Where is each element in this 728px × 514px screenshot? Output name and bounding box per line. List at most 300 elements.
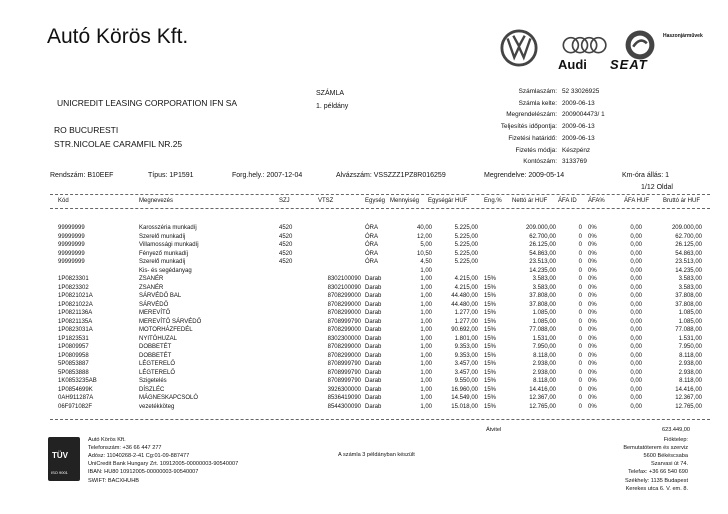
table-cell: 209.000,00 [525,225,556,231]
table-cell: 15% [484,344,497,350]
customer-city: RO BUCURESTI [54,125,119,135]
table-cell: 0% [588,361,597,367]
table-cell: 8708999790 [327,361,361,367]
table-cell: 0% [588,267,597,274]
table-cell: 0 [578,284,582,291]
table-cell: 16.960,00 [451,386,478,393]
table-cell: 0% [588,327,597,333]
table-cell: Darab [365,284,382,291]
carry-value: 623.449,00 [662,427,690,433]
column-header: Megnevezés [139,198,174,204]
table-cell: 12.765,00 [675,403,702,410]
table-cell: 5,00 [420,242,432,248]
table-cell: MEREVÍTŐ SÁRVÉDŐ [139,318,202,325]
footer-left-line: Autó Körös Kft. [88,437,126,443]
column-header: ÁFA ID [558,198,577,204]
customer-street: STR.NICOLAE CARAMFIL NR.25 [54,139,183,149]
table-cell: 2.938,00 [532,369,556,376]
table-cell: 8708299000 [327,293,361,299]
meta-label: Teljesítés időpontja: [500,123,557,131]
table-cell: 0% [588,284,597,291]
table-cell: 0,00 [630,386,642,393]
table-cell: 1,00 [420,318,432,325]
table-cell: 0% [588,225,597,231]
table-cell: vezetékköteg [139,403,175,410]
meta-label: Kontószám: [523,158,557,166]
table-cell: 0 [578,250,582,257]
table-cell: Karosszéria munkadíj [139,225,197,231]
table-cell: Darab [365,344,382,350]
table-cell: 0 [578,395,582,401]
table-cell: MOTORHÁZFEDÉL [139,327,193,333]
table-cell: 8.118,00 [533,378,556,384]
footer-right-line: 5600 Békéscsaba [643,453,688,460]
table-cell: 0% [588,395,597,401]
table-cell: 0 [578,310,582,316]
table-cell: NYITÓHUZAL [139,335,178,342]
table-cell: 1P0854699K [58,386,93,393]
vehicle-megrendelve: Megrendelve: 2009-05-14 [484,172,565,179]
table-cell: 8544300090 [327,403,361,410]
table-cell: 1,00 [420,310,432,316]
seat-wordmark: SEAT [610,57,648,72]
table-cell: DOBBETÉT [139,344,172,350]
table-cell: 0 [578,242,582,248]
table-cell: 15.018,00 [451,403,478,410]
footer-right-line: Telefax: +36 66 540 690 [628,469,688,476]
table-cell: Szerelő munkadíj [139,259,186,265]
table-cell: 1.085,00 [532,310,556,316]
table-cell: 99999999 [58,233,85,240]
table-cell: Darab [365,369,382,376]
footer-left-line: IBAN: HU80 10912005-00000003-90540007 [88,469,199,476]
table-cell: 8.118,00 [679,352,702,359]
table-cell: ÓRA [365,233,379,240]
table-cell: 0,00 [630,395,642,401]
meta-value: 2009-06-13 [562,134,595,142]
table-cell: 2.938,00 [532,361,556,367]
table-cell: 99999999 [58,242,85,248]
table-cell: 0,00 [630,403,642,410]
table-cell: 1,00 [420,403,432,410]
vehicle-km-ora: Km-óra állás: 1 [622,172,670,179]
table-cell: 8.118,00 [533,352,556,359]
table-cell: 77.088,00 [675,327,702,333]
table-cell: ZSANÉR [139,276,164,282]
table-cell: 15% [484,361,497,367]
table-cell: 15% [484,369,497,376]
table-cell: 0 [578,327,582,333]
table-cell: 5.225,00 [454,242,478,248]
table-cell: 7.950,00 [678,344,702,350]
table-cell: 3.457,00 [454,361,478,367]
meta-label: Fizetés módja: [515,146,557,154]
table-cell: 15% [484,352,497,359]
table-cell: 0,00 [630,233,642,240]
table-cell: Darab [365,327,382,333]
table-cell: Darab [365,310,382,316]
vehicle-forg-hely: Forg.hely.: 2007-12-04 [232,172,303,179]
table-cell: 23.513,00 [529,259,556,265]
table-cell: 0,00 [630,318,642,325]
table-cell: Darab [365,386,382,393]
table-cell: 99999999 [58,259,85,265]
table-cell: Darab [365,395,382,401]
table-cell: ÓRA [365,225,379,231]
table-cell: LÉGTERELŐ [139,361,176,367]
table-cell: 8708299000 [327,344,361,350]
table-cell: 54.863,00 [529,250,556,257]
table-cell: ÓRA [365,242,379,248]
table-cell: 15% [484,378,497,384]
table-cell: 0,00 [630,225,642,231]
table-cell: 1,00 [420,267,432,274]
table-cell: 3.583,00 [678,284,702,291]
table-cell: 4,50 [420,259,432,265]
table-cell: 4.215,00 [454,276,478,282]
table-cell: Darab [365,293,382,299]
table-cell: 1,00 [420,327,432,333]
footer-left-line: Telefonszám: +36 66 447 277 [88,445,162,452]
table-cell: 15% [484,293,497,299]
table-cell: 5P0853888 [58,369,89,376]
meta-label: Számlaszám: [518,88,557,95]
table-cell: 0% [588,369,597,376]
table-cell: 0 [578,403,582,410]
table-cell: 1P0821136A [58,310,93,316]
column-header: Mennyiség [390,198,420,204]
table-cell: 15% [484,327,497,333]
table-cell: 0% [588,344,597,350]
meta-label: Számla kelte: [518,99,557,107]
document-type: SZÁMLA [316,90,345,97]
table-cell: 1,00 [420,361,432,367]
page-number: 1/12 Oldal [641,184,673,191]
table-cell: 3926300000 [327,386,361,393]
table-cell: 15% [484,301,497,308]
table-cell: 0 [578,318,582,325]
footer-right-line: Fióktelep: [663,437,688,443]
table-cell: 5P0853887 [58,361,89,367]
company-title: Autó Körös Kft. [47,25,189,48]
table-cell: 1P0821135A [58,318,93,325]
table-cell: Darab [365,361,382,367]
header-top-rule [50,194,710,195]
table-cell: 1P0809958 [58,352,89,359]
table-cell: 1.277,00 [454,310,478,316]
table-cell: 0,00 [630,310,642,316]
table-cell: 0% [588,242,597,248]
table-cell: 14.235,00 [529,267,556,274]
table-cell: 0,00 [630,352,642,359]
table-cell: 0 [578,361,582,367]
footer-left-line: UniCredit Bank Hungary Zrt. 10912005-00000003-90540007 [88,461,239,468]
table-cell: 15% [484,395,497,401]
carry-label: Átvitel [486,427,502,433]
table-cell: 15% [484,335,497,342]
table-cell: 0% [588,310,597,316]
table-cell: 06F971082F [58,403,93,410]
table-cell: 8302300000 [327,335,361,342]
header-bottom-rule [50,208,710,209]
table-cell: 1,00 [420,378,432,384]
table-cell: 1P0823302 [58,284,89,291]
volkswagen-logo-icon [500,29,538,67]
table-cell: 0% [588,318,597,325]
table-cell: 14.416,00 [675,386,702,393]
table-cell: 15% [484,318,497,325]
table-cell: 3.583,00 [532,276,556,282]
table-cell: MEREVÍTŐ [139,310,171,316]
footer-copies-note: A számla 3 példányban készült [338,452,415,458]
table-cell: 1P0823301 [58,276,89,282]
table-cell: 0,00 [630,267,642,274]
table-cell: 14.235,00 [675,267,702,274]
meta-label: Fizetési határidő: [508,134,557,142]
table-cell: DOBBETÉT [139,352,172,359]
table-cell: 0,00 [630,242,642,248]
table-cell: 5.225,00 [454,250,478,257]
table-cell: 1,00 [420,284,432,291]
table-cell: 26.125,00 [675,242,702,248]
table-cell: 0% [588,301,597,308]
table-cell: Darab [365,378,382,384]
meta-value: 52 33026925 [562,88,600,95]
table-cell: 14.549,00 [451,395,478,401]
table-cell: 209.000,00 [671,225,702,231]
table-cell: 44.480,00 [451,301,478,308]
table-cell: 0 [578,301,582,308]
table-cell: 4520 [279,225,293,231]
table-cell: 4520 [279,250,293,257]
table-cell: 1.085,00 [532,318,556,325]
table-cell: 0% [588,386,597,393]
table-cell: 0 [578,335,582,342]
table-cell: 3.583,00 [678,276,702,282]
table-cell: 1,00 [420,344,432,350]
table-cell: ÓRA [365,259,379,265]
table-cell: 44.480,00 [451,293,478,299]
table-cell: MÁGNESKAPCSOLÓ [139,395,199,401]
table-cell: 1.085,00 [678,318,702,325]
table-cell: 8708999790 [327,318,361,325]
table-cell: 2.938,00 [678,361,702,367]
table-cell: 1,00 [420,293,432,299]
table-cell: 0% [588,335,597,342]
table-cell: 0,00 [630,276,642,282]
table-cell: 0 [578,344,582,350]
table-cell: 99999999 [58,225,85,231]
table-cell: 1K0853235AB [58,378,97,384]
meta-value: 2009004473/ 1 [562,111,605,119]
table-cell: 5.225,00 [454,233,478,240]
column-header: Nettó ár HUF [512,198,548,204]
table-cell: 0 [578,276,582,282]
table-cell: 15% [484,276,497,282]
table-cell: 23.513,00 [675,259,702,265]
footer-left-line: Adósz: 11040268-2-41 Cg:01-09-887477 [88,453,190,460]
table-cell: 0% [588,250,597,257]
meta-value: Készpénz [562,146,591,154]
table-cell: Darab [365,301,382,308]
column-header: VTSZ [318,198,334,204]
table-cell: 0% [588,293,597,299]
table-cell: 0% [588,352,597,359]
column-header: Bruttó ár HUF [663,198,701,204]
table-cell: 1,00 [420,301,432,308]
vehicle-alvazszam: Alvázszám: VSSZZZ1PZ8R016259 [336,172,446,179]
footer-right-line: Szarvasi út 74. [651,461,688,468]
table-cell: 0,00 [630,369,642,376]
table-cell: 0,00 [630,301,642,308]
table-cell: 77.088,00 [529,327,556,333]
table-cell: 37.808,00 [675,301,702,308]
table-cell: 37.808,00 [529,301,556,308]
table-cell: Darab [365,352,382,359]
table-cell: 0,00 [630,259,642,265]
table-cell: 1.801,00 [454,335,478,342]
table-cell: ZSANÉR [139,284,164,291]
table-cell: Darab [365,318,382,325]
table-cell: Szerelő munkadíj [139,233,186,240]
table-cell: 9.550,00 [454,378,478,384]
table-cell: 1,00 [420,369,432,376]
meta-value: 2009-06-13 [562,99,595,107]
footer-right-line: Székhely: 1135 Budapest [624,477,688,484]
table-cell: 62.700,00 [529,233,556,240]
table-cell: 4520 [279,259,293,265]
table-cell: LÉGTERELŐ [139,369,176,376]
table-cell: 0 [578,352,582,359]
table-cell: 0 [578,293,582,299]
table-cell: 40,00 [416,225,432,231]
table-cell: 0% [588,259,597,265]
tuv-mark: TÜV [52,451,68,460]
table-cell: 0,00 [630,335,642,342]
document-copy: 1. példány [316,103,349,110]
table-cell: SÁRVÉDŐ [139,301,169,308]
table-cell: 8.118,00 [679,378,702,384]
meta-value: 2009-06-13 [562,123,595,131]
column-header: Egység [365,198,386,204]
table-cell: 54.863,00 [675,250,702,257]
table-cell: 5.225,00 [454,259,478,265]
vehicle-tipus: Típus: 1P1591 [148,172,194,179]
table-cell: 4520 [279,242,293,248]
table-cell: 0 [578,386,582,393]
table-cell: 0% [588,276,597,282]
table-cell: 12.765,00 [529,403,556,410]
table-cell: 2.938,00 [678,369,702,376]
table-cell: 0,00 [630,361,642,367]
table-cell: SÁRVÉDŐ BAL [139,293,182,299]
table-cell: 0 [578,233,582,240]
table-cell: 1.085,00 [678,310,702,316]
table-cell: 1,00 [420,276,432,282]
table-cell: 15% [484,284,497,291]
table-cell: 0 [578,225,582,231]
tuv-sub: ISO 9001 [51,470,68,475]
table-cell: 0% [588,233,597,240]
table-bottom-rule [50,419,710,420]
table-cell: Kis- és segédanyag [139,267,192,274]
column-header: Kód [58,198,69,204]
table-cell: 8708999790 [327,369,361,376]
column-header: ÁFA% [588,198,605,204]
table-cell: 15% [484,403,497,410]
table-cell: 1P0821022A [58,301,93,308]
table-cell: 8302100090 [327,276,361,282]
table-cell: 3.457,00 [454,369,478,376]
table-cell: 7.950,00 [532,344,556,350]
table-cell: 0 [578,267,582,274]
table-cell: 8708299000 [327,327,361,333]
table-cell: 9.353,00 [454,344,478,350]
column-header: Eng.% [484,198,502,204]
table-cell: 3.583,00 [532,284,556,291]
table-cell: DÍSZLÉC [139,386,165,393]
table-cell: 9.353,00 [454,352,478,359]
footer-right-line: Kerekes utca 6. V. em. 8. [625,485,688,492]
table-cell: 8302100090 [327,284,361,291]
table-cell: 15% [484,386,497,393]
table-cell: 62.700,00 [675,233,702,240]
table-cell: 14.416,00 [529,386,556,393]
haszonjarmuvek-label: Haszonjárművek [663,33,703,39]
table-cell: 1P0809957 [58,344,89,350]
column-header: SZJ [279,198,290,204]
table-cell: 12.367,00 [529,395,556,401]
table-cell: 8708299000 [327,301,361,308]
vehicle-rendszam: Rendszám: B10EEF [50,172,114,179]
table-cell: 8708299000 [327,352,361,359]
table-cell: 1P0823031A [58,327,93,333]
table-cell: 0,00 [630,293,642,299]
table-cell: 1.277,00 [454,318,478,325]
table-cell: 99999999 [58,250,85,257]
table-cell: 0,00 [630,327,642,333]
table-cell: 1P0821021A [58,293,93,299]
table-cell: Darab [365,276,382,282]
table-cell: 8536419090 [327,395,361,401]
table-cell: Szigetelés [139,378,167,384]
table-cell: 12,00 [416,233,432,240]
column-header: ÁFA HUF [624,198,650,204]
table-cell: 0,00 [630,250,642,257]
table-cell: 15% [484,310,497,316]
table-cell: Darab [365,403,382,410]
table-cell: 0,00 [630,284,642,291]
table-cell: 0,00 [630,344,642,350]
table-cell: 0 [578,369,582,376]
table-cell: 8708299000 [327,310,361,316]
table-cell: 1,00 [420,335,432,342]
table-cell: 5.225,00 [454,225,478,231]
table-cell: 1,00 [420,395,432,401]
table-cell: 37.808,00 [529,293,556,299]
table-cell: 0 [578,378,582,384]
column-header: Egységár HUF [428,198,468,204]
table-cell: 0% [588,378,597,384]
table-cell: Villamossági munkadíj [139,242,199,248]
table-cell: 1.531,00 [532,335,556,342]
table-cell: 10,50 [416,250,432,257]
table-cell: 1,00 [420,352,432,359]
table-cell: 90.692,00 [451,327,478,333]
table-cell: 12.367,00 [675,395,702,401]
table-cell: Fényező munkadíj [139,250,189,257]
table-cell: 4520 [279,233,293,240]
